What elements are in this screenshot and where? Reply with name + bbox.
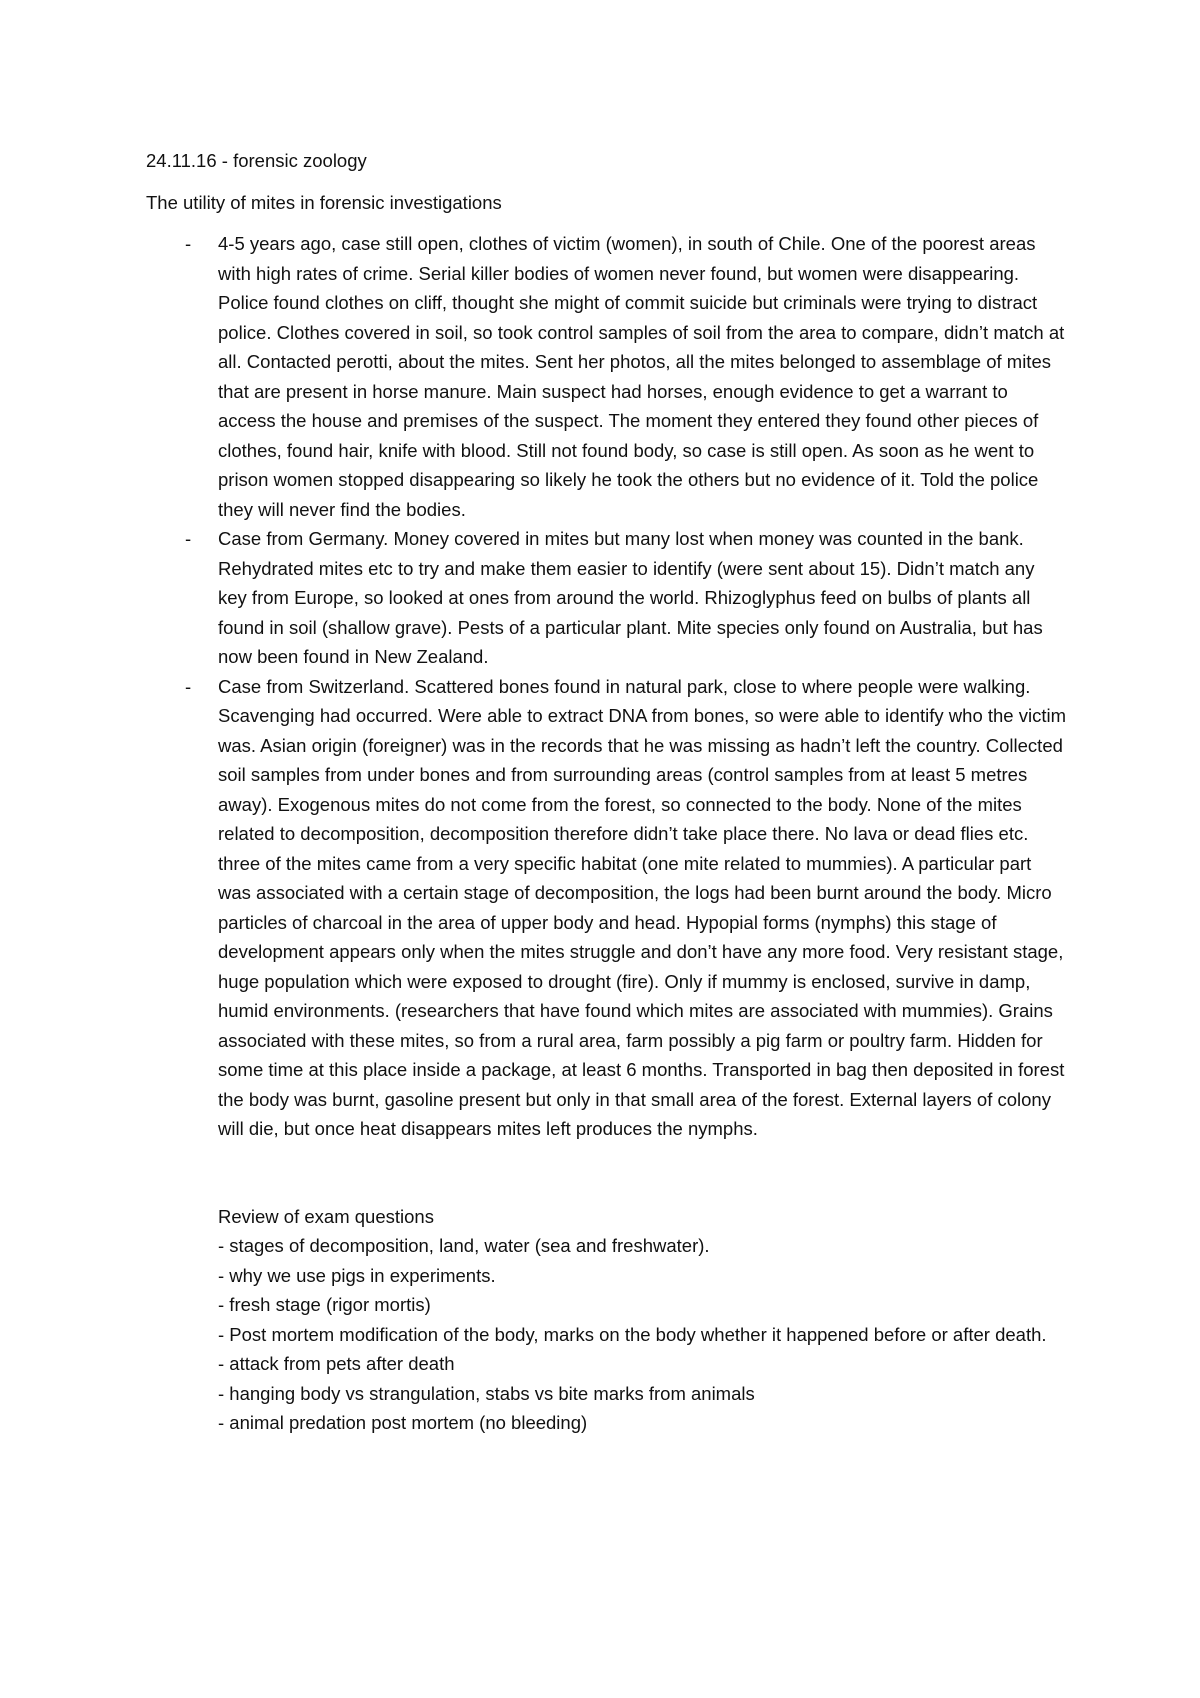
review-item: - attack from pets after death — [218, 1353, 455, 1374]
review-section — [146, 1202, 1066, 1438]
review-list — [218, 1231, 1066, 1438]
review-item: - stages of decomposition, land, water (sea and freshwater). — [218, 1235, 710, 1256]
case-text: Case from Switzerland. Scattered bones found in natural park, close to where people were walking. Scavenging had occurred. Were able to extract DNA from bones, so were able to identify who the victim was. Asian origin (foreigner) was in the records that he was missing as hadn’t left the country. Collected soil samples from under bones and from surrounding areas (control samples from at least 5 metres away). Exogenous mites do not come from the forest, so connected to the body. None of the mites related to decomposition, decomposition therefore didn’t take place there. No lava or dead flies etc. three of the mites came from a very specific habitat (one mite related to mummies). A particular part was associated with a certain stage of decomposition, the logs had been burnt around the body. Micro particles of charcoal in the area of upper body and head. Hypopial forms (nymphs) this stage of development appears only when the mites struggle and don’t have any more food. Very resistant stage, huge population which were exposed to drought (fire). Only if mummy is enclosed, survive in damp, humid environments. (researchers that have found which mites are associated with mummies). Grains associated with these mites, so from a rural area, farm possibly a pig farm or poultry farm. Hidden for some time at this place inside a package, at least 6 months. Transported in bag then deposited in forest the body was burnt, gasoline present but only in that small area of the forest. External layers of colony will die, but once heat disappears mites left produces the nymphs. — [218, 675, 1067, 1139]
review-item: - why we use pigs in experiments. — [218, 1264, 496, 1286]
case-item-germany — [146, 524, 1066, 672]
review-item: - animal predation post mortem (no bleeding) — [218, 1412, 588, 1433]
section-title: The utility of mites in forensic investigations — [146, 191, 502, 213]
review-heading: Review of exam questions — [218, 1205, 434, 1227]
case-text: 4-5 years ago, case still open, clothes of victim (women), in south of Chile. One of the poorest areas with high rates of crime. Serial killer bodies of women never found, but women were disappearing. Police found clothes on cliff, thought she might of commit suicide but criminals were trying to distract police. Clothes covered in soil, so took control samples of soil from the area to compare, didn’t match at all. Contacted perotti, about the mites. Sent her photos, all the mites belonged to assemblage of mites that are present in horse manure. Main suspect had horses, enough evidence to get a warrant to access the house and premises of the suspect. The moment they entered they found other pieces of clothes, found hair, knife with blood. Still not found body, so case is still open. As soon as he went to prison women stopped disappearing so likely he took the others but no evidence of it. Told the police they will never find the bodies. — [218, 233, 1065, 520]
document-body — [146, 146, 1066, 1438]
document-title: 24.11.16 - forensic zoology — [146, 150, 367, 171]
case-list — [146, 229, 1066, 1144]
review-item: - fresh stage (rigor mortis) — [218, 1294, 431, 1315]
review-item: - Post mortem modification of the body, marks on the body whether it happened before or after death. — [218, 1323, 1047, 1345]
bullet-dash: - — [185, 675, 192, 697]
bullet-dash: - — [185, 528, 192, 549]
bullet-dash: - — [185, 233, 192, 254]
review-item: - hanging body vs strangulation, stabs vs bite marks from animals — [218, 1382, 755, 1404]
case-item-chile — [146, 229, 1066, 524]
case-item-switzerland — [146, 672, 1066, 1144]
case-text: Case from Germany. Money covered in mites but many lost when money was counted in the bank. Rehydrated mites etc to try and make them easier to identify (were sent about 15). Didn’t match any key from Europe, so looked at ones from around the world. Rhizoglyphus feed on bulbs of plants all found in soil (shallow grave). Pests of a particular plant. Mite species only found on Australia, but has now been found in New Zealand. — [218, 528, 1043, 667]
